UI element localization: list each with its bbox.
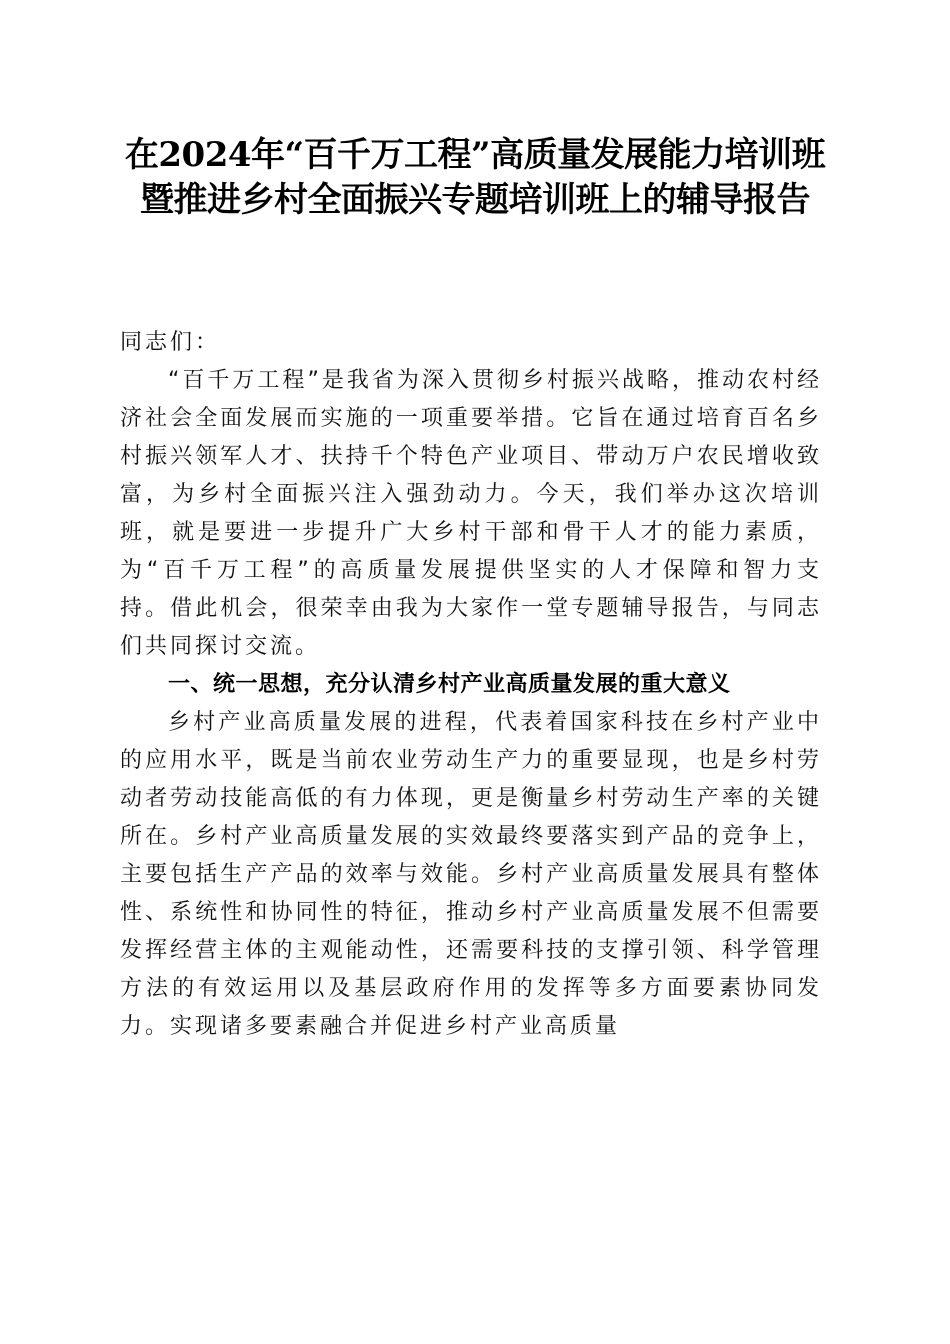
intro-paragraph: “百千万工程”是我省为深入贯彻乡村振兴战略，推动农村经济社会全面发展而实施的一项重要举措。它旨在通过培育百名乡村振兴领军人才、扶持千个特色产业项目、带动万户农民增收致富，为乡村全面振兴注入强劲动力。今天，我们举办这次培训班，就是要进一步提升广大乡村干部和骨干人才的能力素质，为“百千万工程”的高质量发展提供坚实的人才保障和智力支持。借此机会，很荣幸由我为大家作一堂专题辅导报告，与同志们共同探讨交流。 bbox=[120, 368, 822, 659]
section-paragraph: 乡村产业高质量发展的进程，代表着国家科技在乡村产业中的应用水平，既是当前农业劳动生产力的重要显现，也是乡村劳动者劳动技能高低的有力体现，更是衡量乡村劳动生产率的关键所在。乡村产业高质量发展的实效最终要落实到产品的竞争上，主要包括生产产品的效率与效能。乡村产业高质量发展具有整体性、系统性和协同性的特征，推动乡村产业高质量发展不但需要发挥经营主体的主观能动性，还需要科技的支撑引领、科学管理方法的有效运用以及基层政府作用的发挥等多方面要素协同发力。实现诸多要素融合并促进乡村产业高质量 bbox=[120, 710, 822, 1039]
document-body bbox=[120, 324, 822, 1046]
section-heading: 一、统一思想，充分认清乡村产业高质量发展的重大意义 bbox=[168, 672, 731, 697]
greeting: 同志们： bbox=[120, 330, 221, 355]
document-title: 在2024年“百千万工程”高质量发展能力培训班暨推进乡村全面振兴专题培训班上的辅导报告 bbox=[124, 135, 826, 220]
